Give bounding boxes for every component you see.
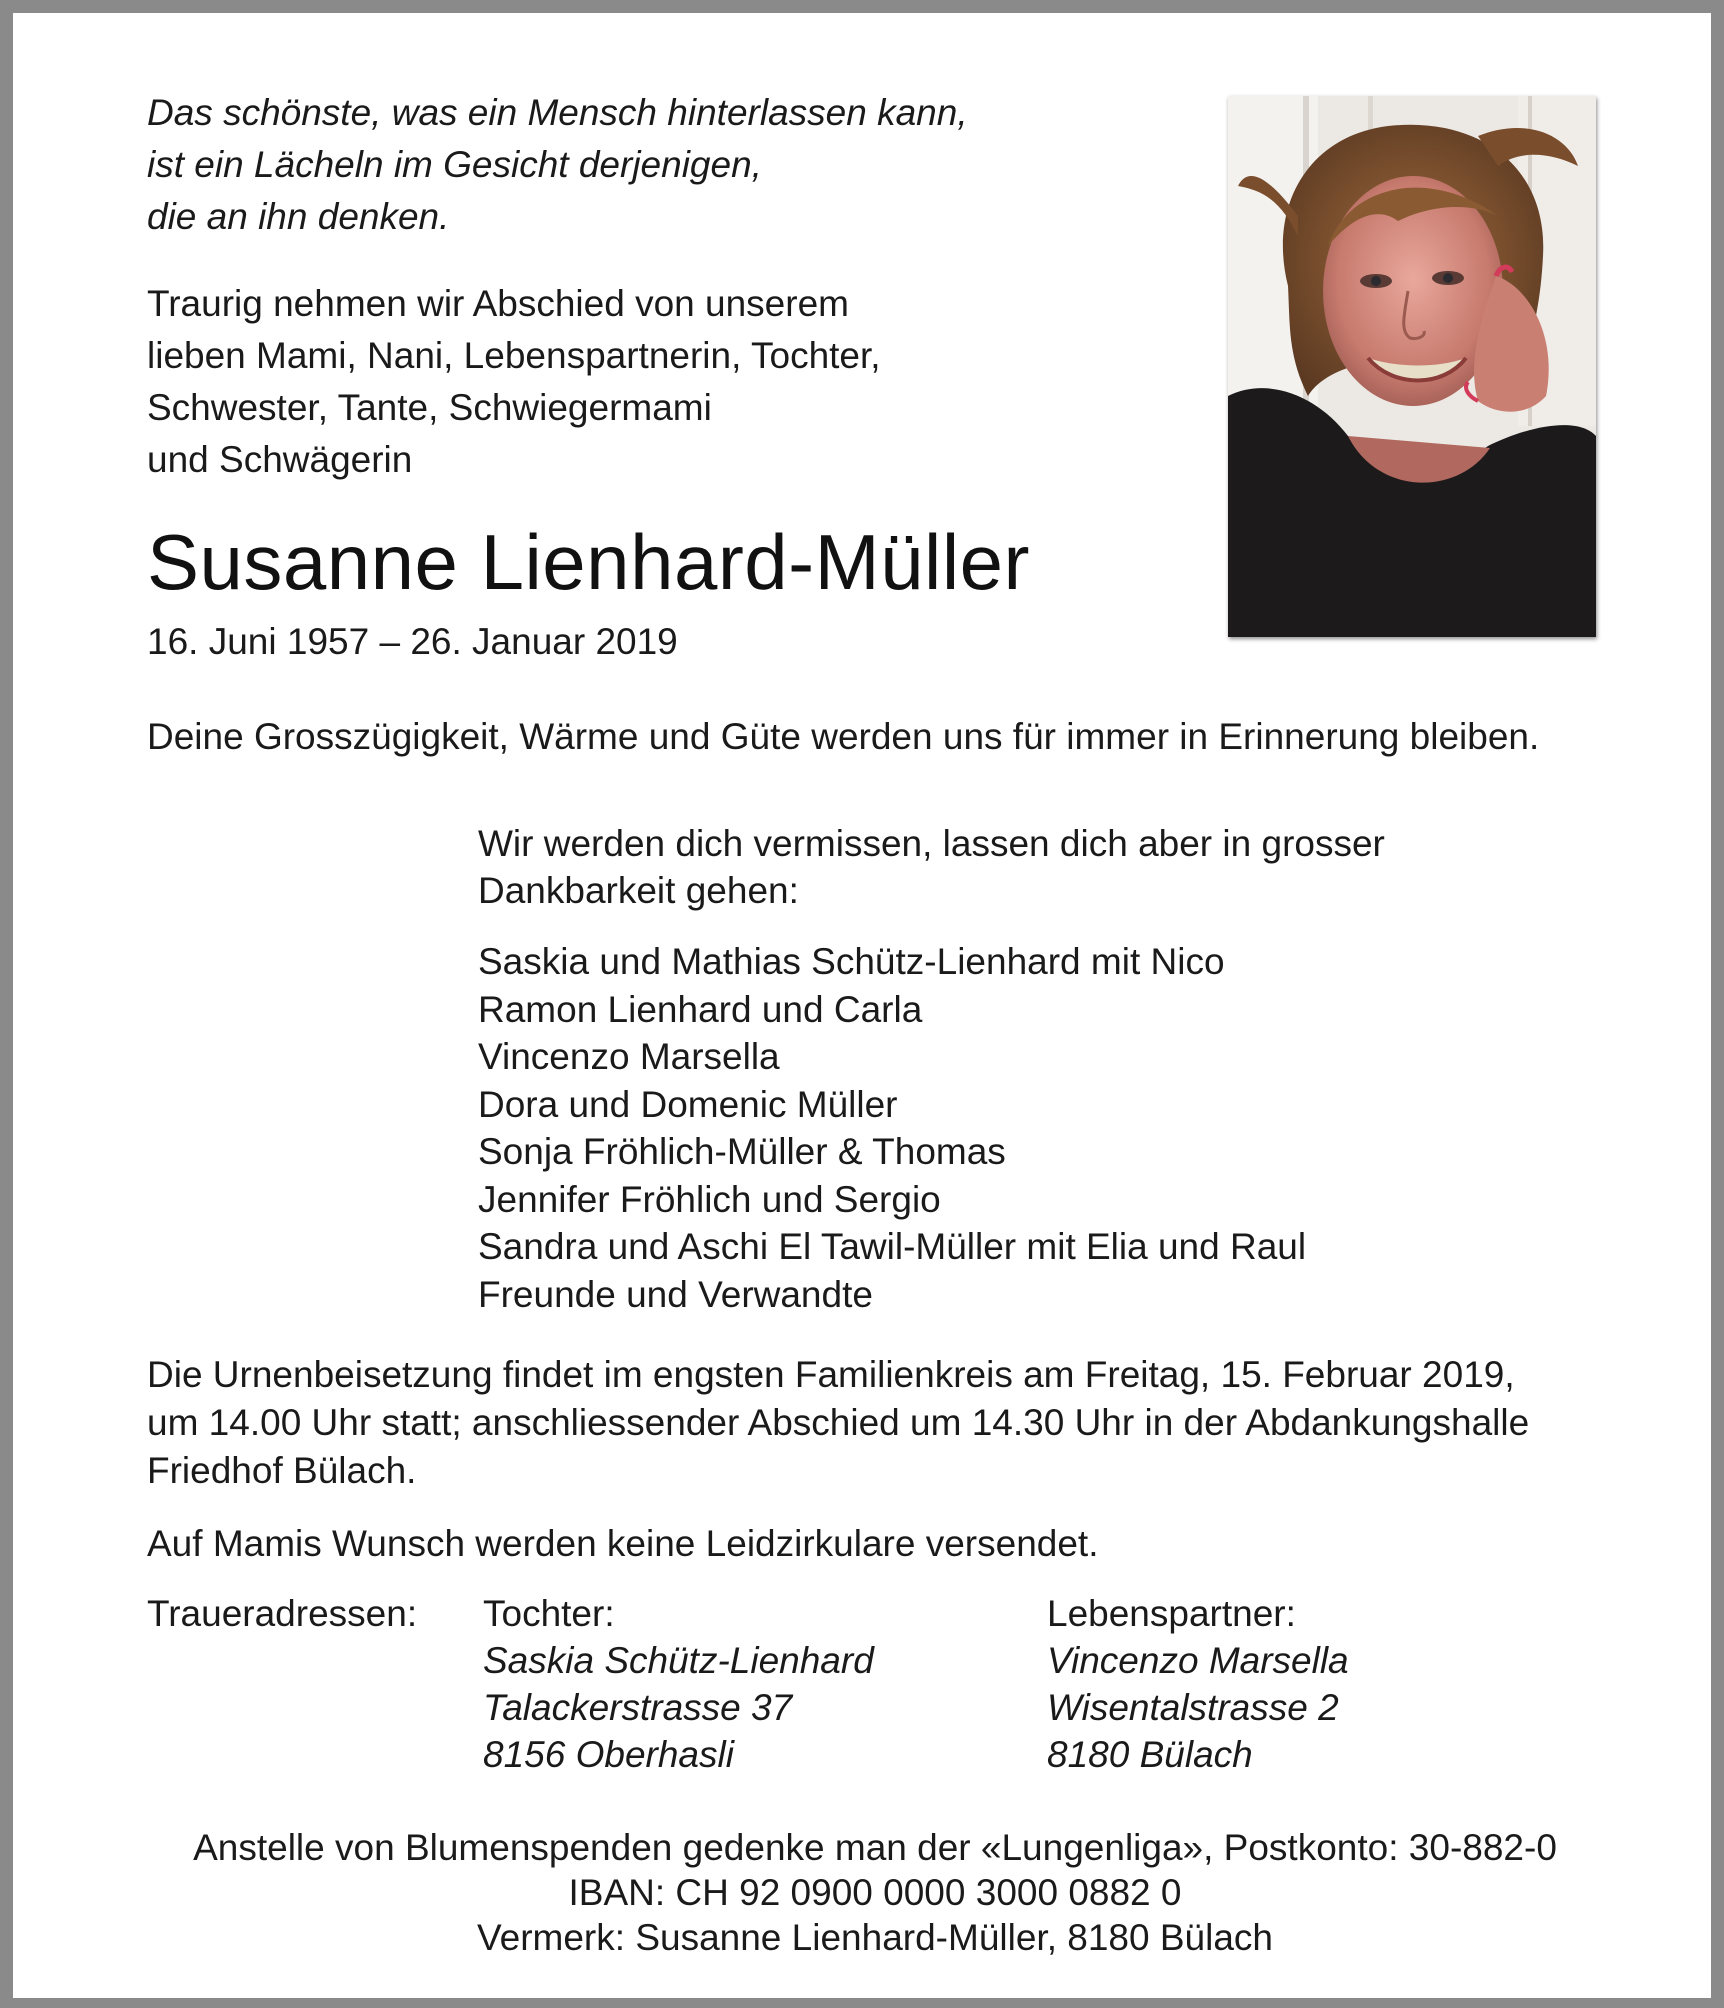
- ceremony-line: Friedhof Bülach.: [147, 1450, 417, 1491]
- mourner-item: Sonja Fröhlich-Müller & Thomas: [478, 1131, 1006, 1172]
- intro-line: Schwester, Tante, Schwiegermami: [147, 387, 712, 428]
- daughter-address: [483, 1590, 874, 1778]
- ceremony-line: um 14.00 Uhr statt; anschliessender Abschied um 14.30 Uhr in der Abdankungshalle: [147, 1402, 1530, 1443]
- quote-line: ist ein Lächeln im Gesicht derjenigen,: [147, 144, 762, 185]
- mourner-item: Vincenzo Marsella: [478, 1036, 780, 1077]
- address-city: 8156 Oberhasli: [483, 1734, 734, 1775]
- ceremony-info: [147, 1351, 1529, 1495]
- mourners-list: [478, 938, 1306, 1318]
- mourner-item: Ramon Lienhard und Carla: [478, 988, 923, 1030]
- portrait-photo-icon: [1228, 96, 1596, 637]
- address-role: Tochter:: [483, 1593, 615, 1634]
- quote-line: Das schönste, was ein Mensch hinterlassen kann,: [147, 92, 968, 133]
- farewell-message: [478, 820, 1385, 914]
- address-city: 8180 Bülach: [1047, 1734, 1253, 1775]
- intro-line: und Schwägerin: [147, 439, 413, 480]
- farewell-intro: [147, 278, 881, 486]
- tribute-text: Deine Grosszügigkeit, Wärme und Güte werden uns für immer in Erinnerung bleiben.: [147, 716, 1540, 757]
- mourner-item: Saskia und Mathias Schütz-Lienhard mit Nico: [478, 941, 1225, 982]
- mourner-item: Jennifer Fröhlich und Sergio: [478, 1178, 941, 1220]
- addresses-label: Traueradressen:: [147, 1593, 418, 1634]
- farewell-line: Wir werden dich vermissen, lassen dich aber in grosser: [478, 823, 1385, 864]
- ceremony-line: Die Urnenbeisetzung findet im engsten Familienkreis am Freitag, 15. Februar 2019,: [147, 1354, 1515, 1395]
- address-name: Saskia Schütz-Lienhard: [483, 1640, 874, 1681]
- mourner-item: Sandra und Aschi El Tawil-Müller mit Elia und Raul: [478, 1226, 1307, 1267]
- memorial-quote: [147, 87, 968, 243]
- donation-line: Anstelle von Blumenspenden gedenke man der «Lungenliga», Postkonto: 30-882-0: [193, 1827, 1557, 1868]
- portrait-photo: [1228, 96, 1596, 637]
- address-street: Talackerstrasse 37: [483, 1687, 793, 1728]
- donation-info: [13, 1825, 1724, 1960]
- address-role: Lebenspartner:: [1047, 1593, 1296, 1634]
- partner-address: [1047, 1590, 1349, 1778]
- donation-line: Vermerk: Susanne Lienhard-Müller, 8180 Bülach: [477, 1917, 1273, 1958]
- deceased-name: Susanne Lienhard-Müller: [147, 518, 1031, 606]
- intro-line: lieben Mami, Nani, Lebenspartnerin, Tochter,: [147, 335, 881, 376]
- address-name: Vincenzo Marsella: [1047, 1640, 1349, 1681]
- life-dates: 16. Juni 1957 – 26. Januar 2019: [147, 621, 678, 662]
- donation-line: IBAN: CH 92 0900 0000 3000 0882 0: [568, 1872, 1182, 1913]
- mourner-item: Freunde und Verwandte: [478, 1273, 873, 1315]
- address-street: Wisentalstrasse 2: [1047, 1687, 1339, 1728]
- farewell-line: Dankbarkeit gehen:: [478, 870, 799, 911]
- intro-line: Traurig nehmen wir Abschied von unserem: [147, 283, 849, 324]
- quote-line: die an ihn denken.: [147, 196, 450, 237]
- wish-note: Auf Mamis Wunsch werden keine Leidzirkulare versendet.: [147, 1523, 1099, 1564]
- mourner-item: Dora und Domenic Müller: [478, 1083, 898, 1125]
